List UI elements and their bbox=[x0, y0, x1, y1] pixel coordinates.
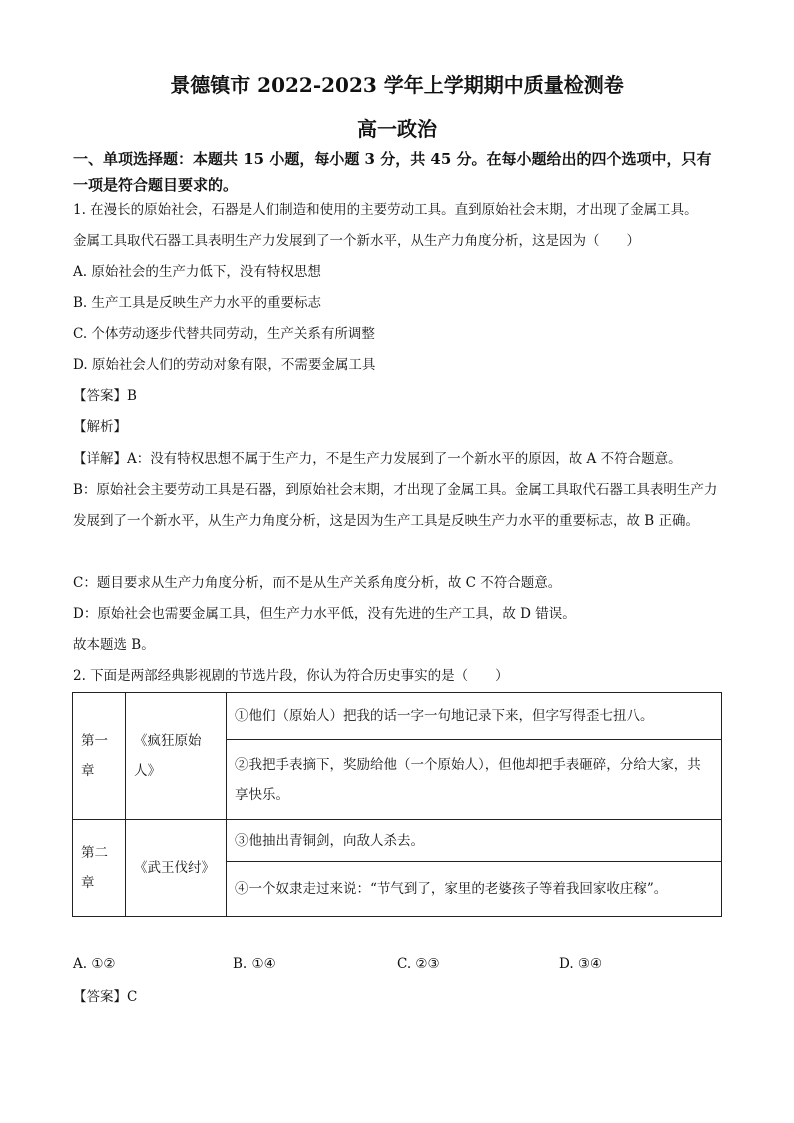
q1-detail-c: C：题目要求从生产力角度分析，而不是从生产关系角度分析，故 C 不符合题意。 bbox=[73, 575, 562, 591]
exam-title: 景德镇市 2022-2023 学年上学期期中质量检测卷 bbox=[170, 73, 624, 97]
table-item-3: ③他抽出青铜剑，向敌人杀去。 bbox=[227, 820, 722, 862]
q1-option-b: B. 生产工具是反映生产力水平的重要标志 bbox=[73, 295, 322, 311]
table-chapter-1: 第一章 bbox=[73, 693, 126, 820]
table-item-1: ①他们（原始人）把我的话一字一句地记录下来，但字写得歪七扭八。 bbox=[227, 693, 722, 740]
q1-detail-b: B：原始社会主要劳动工具是石器，到原始社会末期，才出现了金属工具。金属工具取代石器工具表明生产力发展到了一个新水平，从生产力角度分析，这是因为生产工具是反映生产力水平的重要标志，故 B 正确。 bbox=[73, 482, 718, 529]
q1-stem-line1: 1. 在漫长的原始社会，石器是人们制造和使用的主要劳动工具。直到原始社会末期，才出现了金属工具。 bbox=[73, 202, 698, 218]
q1-option-c: C. 个体劳动逐步代替共同劳动，生产关系有所调整 bbox=[73, 326, 375, 342]
q2-option-a: A. ①② bbox=[73, 956, 116, 972]
q2-option-d: D. ③④ bbox=[559, 956, 603, 972]
table-film-2: 《武王伐纣》 bbox=[126, 820, 227, 917]
table-item-2: ②我把手表摘下，奖励给他（一个原始人），但他却把手表砸碎，分给大家，共享快乐。 bbox=[227, 740, 722, 820]
exam-subtitle: 高一政治 bbox=[357, 117, 437, 141]
q2-excerpt-table bbox=[72, 692, 722, 917]
q1-stem-line2: 金属工具取代石器工具表明生产力发展到了一个新水平，从生产力角度分析，这是因为（ ） bbox=[73, 233, 640, 249]
q2-stem: 2. 下面是两部经典影视剧的节选片段，你认为符合历史事实的是（ ） bbox=[73, 668, 509, 684]
q1-analysis-label: 【解析】 bbox=[73, 419, 127, 435]
table-film-1: 《疯狂原始人》 bbox=[126, 693, 227, 820]
q2-answer: 【答案】C bbox=[73, 989, 138, 1005]
table-item-4: ④一个奴隶走过来说：“节气到了，家里的老婆孩子等着我回家收庄稼”。 bbox=[227, 862, 722, 917]
q2-option-c: C. ②③ bbox=[397, 956, 440, 972]
section-heading: 一、单项选择题：本题共 15 小题，每小题 3 分，共 45 分。在每小题给出的四个选项中，只有一项是符合题目要求的。 bbox=[73, 150, 712, 194]
q2-option-b: B. ①④ bbox=[233, 956, 276, 972]
table-chapter-2: 第二章 bbox=[73, 820, 126, 917]
q1-option-d: D. 原始社会人们的劳动对象有限，不需要金属工具 bbox=[73, 357, 376, 373]
q1-detail-a: 【详解】A：没有特权思想不属于生产力，不是生产力发展到了一个新水平的原因，故 A 不符合题意。 bbox=[73, 451, 682, 467]
q1-option-a: A. 原始社会的生产力低下，没有特权思想 bbox=[73, 264, 321, 280]
q1-conclusion: 故本题选 B。 bbox=[73, 637, 155, 653]
q1-answer: 【答案】B bbox=[73, 388, 137, 404]
q1-detail-d: D：原始社会也需要金属工具，但生产力水平低，没有先进的生产工具，故 D 错误。 bbox=[73, 606, 576, 622]
